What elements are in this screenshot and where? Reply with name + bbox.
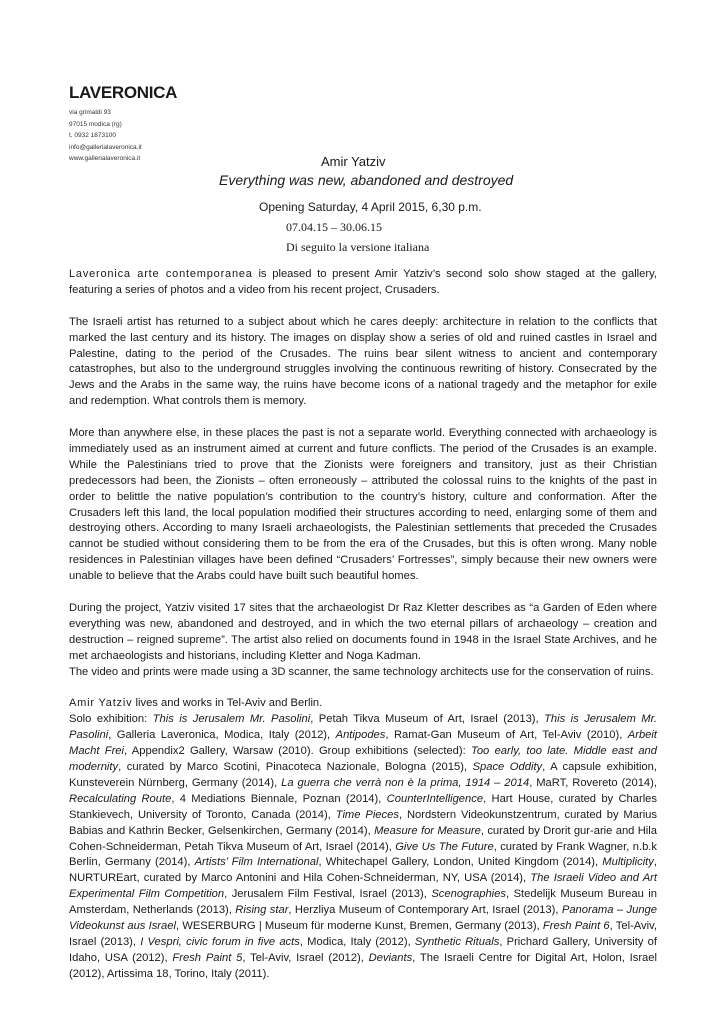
bio-text-run: , curated by Drorit gur-arie and Hila Cohen-Schneiderman, Petah Tikva Museum of Art, Israel (2014), bbox=[69, 824, 658, 853]
bio-text-run: , WESERBURG | Museum für moderne Kunst, Bremen, Germany (2013), bbox=[175, 920, 543, 933]
bio-text-run: , Petah Tikva Museum of Art, Israel (2013), bbox=[310, 713, 545, 726]
body-paragraph: During the project, Yatziv visited 17 sites that the archaeologist Dr Raz Kletter describes as “a Garden of Eden where everything was new, abandoned and destroyed, and in which the two eternal pillars of archaeology – creation and destruction – reigned supreme”. The artist also relied on documents found in 1948 in the Israel State Archives, and he met archaeologists and historians, including Kletter and Noga Kadman. bbox=[69, 601, 657, 662]
gallery-address: via grimaldi 93 bbox=[69, 109, 111, 116]
bio-text-run: , Hart House, curated by Charles Stankievech, University of Toronto, Canada (2014), bbox=[69, 792, 657, 821]
gallery-letterhead bbox=[69, 83, 177, 165]
gallery-phone: t. 0932 1873100 bbox=[69, 132, 116, 139]
gallery-name: Laveronica arte contemporanea bbox=[69, 268, 253, 280]
bio-text-run: , Ramat-Gan Museum of Art, Tel-Aviv (2010), bbox=[385, 729, 628, 742]
gallery-website: www.gallerialaveronica.it bbox=[69, 155, 141, 162]
bio-text-run: , Prichard Gallery, University of Idaho, USA (2012), bbox=[69, 936, 658, 964]
exhibition-title-italic: Fresh Paint 5 bbox=[172, 951, 243, 964]
exhibition-title-italic: Deviants bbox=[368, 951, 413, 964]
bio-paragraph bbox=[69, 696, 657, 982]
artist-name: Amir Yatziv bbox=[321, 154, 386, 169]
press-release-body bbox=[69, 267, 657, 983]
bio-text-run: Solo exhibition: bbox=[69, 713, 153, 726]
exhibition-title-italic: La guerra che verrà non è la prima, 1914 – 2014 bbox=[281, 776, 530, 789]
exhibition-title-italic: Give Us The Future bbox=[395, 840, 494, 853]
gallery-city: 97015 modica (rg) bbox=[69, 120, 122, 128]
bio-text-run: , Whitechapel Gallery, London, United Kingdom (2014), bbox=[318, 856, 603, 869]
bio-text-run: , curated by Frank Wagner, n.b.k Berlin, Germany (2014), bbox=[69, 840, 657, 869]
body-paragraph: The video and prints were made using a 3D scanner, the same technology architects use for the conservation of ruins. bbox=[69, 665, 654, 678]
bio-text-run: , A capsule exhibition, Kunsteverein Nürnberg, Germany (2014), bbox=[69, 761, 657, 789]
exhibition-title-italic: Recalculating Route bbox=[69, 792, 172, 805]
exhibition-title-italic: I Vespri, civic forum in five acts bbox=[140, 936, 300, 948]
exhibition-title-italic: Fresh Paint 6 bbox=[542, 920, 610, 933]
exhibition-title-italic: Space Oddity bbox=[472, 761, 543, 774]
exhibition-title-italic: Multiplicity bbox=[602, 856, 654, 869]
exhibition-title-italic: Rising star bbox=[235, 904, 289, 917]
exhibition-title-italic: CounterIntelligence bbox=[386, 792, 484, 805]
italian-version-note: Di seguito la versione italiana bbox=[286, 240, 430, 254]
bio-text-run: , The Israeli Centre for Digital Art, Holon, Israel (2012), Artissima 18, Torino, Italy (2011). bbox=[69, 951, 657, 980]
body-paragraph: The Israeli artist has returned to a subject about which he cares deeply: architecture in relation to the conflicts that marked the last century and its history. The images on display show a series of old and ruined castles in Israel and Palestine, dating to the period of the Crusades. The ruins bear silent witness to ancient and contemporary catastrophes, but also to the underground struggles involving the continuous rewriting of history. Consecrated by the Jews and the Arabs in the same way, the ruins have become icons of a national tragedy and the metaphor for exile and redemption. What controls them is memory. bbox=[69, 315, 657, 408]
bio-text-run: , Appendix2 Gallery, Warsaw (2010). Group exhibitions (selected): bbox=[124, 745, 472, 758]
gallery-email: info@gallerialaveronica.it bbox=[69, 143, 142, 151]
exhibition-title-italic: This is Jerusalem Mr. Pasolini bbox=[69, 713, 657, 742]
exhibition-title-italic: Antipodes bbox=[335, 729, 386, 742]
gallery-logo: LAVERONICA bbox=[69, 83, 178, 102]
intro-text: is pleased to present Amir Yatziv’s second solo show staged at the gallery, featuring a series of photos and a video from his recent project, Crusaders. bbox=[69, 268, 657, 296]
exhibition-title-italic: Arbeit Macht Frei bbox=[69, 729, 657, 758]
bio-artist-name: Amir Yatziv bbox=[69, 697, 133, 710]
bio-text-run: , NURTUREart, curated by Marco Antonini and Hila Cohen-Schneiderman, NY, USA (2014), bbox=[69, 856, 657, 885]
exhibition-title: Everything was new, abandoned and destroyed bbox=[219, 172, 514, 188]
bio-text-run: , curated by Marco Scotini, Pinacoteca Nazionale, Bologna (2015), bbox=[118, 761, 473, 774]
exhibition-title-italic: This is Jerusalem Mr. Pasolini bbox=[152, 713, 311, 726]
exhibition-title-italic: Measure for Measure bbox=[374, 824, 481, 837]
bio-text-run: , Modica, Italy (2012), bbox=[299, 936, 415, 948]
bio-lead: lives and works in Tel-Aviv and Berlin. bbox=[132, 697, 323, 710]
bio-text-run: , 4 Mediations Biennale, Poznan (2014), bbox=[171, 792, 387, 805]
exhibition-title-italic: Scenographies bbox=[431, 888, 506, 901]
opening-info: Opening Saturday, 4 April 2015, 6,30 p.m. bbox=[259, 200, 482, 214]
bio-text-run: , MaRT, Rovereto (2014), bbox=[529, 776, 657, 789]
bio-text-run: , Jerusalem Film Festival, Israel (2013), bbox=[224, 888, 432, 901]
exhibition-title-italic: Synthetic Rituals bbox=[414, 936, 500, 948]
bio-text-run: , Herzliya Museum of Contemporary Art, Israel (2013), bbox=[288, 904, 562, 917]
body-paragraph: More than anywhere else, in these places the past is not a separate world. Everything connected with archaeology is immediately used as an instrument aimed at current and future conflicts. The period of the Crusades is an example. While the Palestinians tried to prove that the Zionists were foreigners and transitory, just as their Christian predecessors had been, the Zionists – often erroneously – attributed the colossal ruins to the knights of the past in order to belittle the native population’s contribution to the country’s history, culture and conformation. After the Crusaders left this land, the local population modified their structures according to need, enlarging some of them and destroying others. According to many Israeli archaeologists, the Palestinian settlements that preceded the Crusades cannot be studied without considering them to be from the era of the Crusades, but this is often wrong. Many noble residences in Palestinian villages have been defined “Crusaders’ Fortresses”, simply because their new owners were unable to believe that the Arabs could have built such beautiful homes. bbox=[69, 427, 657, 583]
bio-text-run: , Tel-Aviv, Israel (2013), bbox=[69, 920, 657, 948]
bio-text-run: , Stedelijk Museum Bureau in Amsterdam, Netherlands (2013), bbox=[69, 888, 657, 917]
bio-text-run: , Tel-Aviv, Israel (2012), bbox=[242, 951, 369, 964]
intro-paragraph bbox=[69, 267, 657, 299]
gallery-contact bbox=[69, 107, 177, 165]
exhibition-dates: 07.04.15 – 30.06.15 bbox=[286, 220, 382, 234]
bio-exhibitions bbox=[69, 713, 657, 980]
exhibition-title-italic: Time Pieces bbox=[335, 808, 399, 821]
exhibition-title-italic: Panorama – Junge Videokunst aus Israel bbox=[69, 904, 657, 933]
bio-text-run: , Galleria Laveronica, Modica, Italy (2012), bbox=[108, 729, 336, 742]
exhibition-title-italic: Artists’ Film International bbox=[194, 856, 319, 869]
bio-text-run: , Nordstern Videokunstzentrum, curated by Marius Babias and Kathrin Becker, Gelsenkirchen, Germany (2014), bbox=[69, 808, 657, 837]
exhibition-title-italic: Too early, too late. Middle east and modernity bbox=[69, 745, 657, 774]
exhibition-title-italic: The Israeli Video and Art Experimental Film Competition bbox=[69, 872, 657, 901]
